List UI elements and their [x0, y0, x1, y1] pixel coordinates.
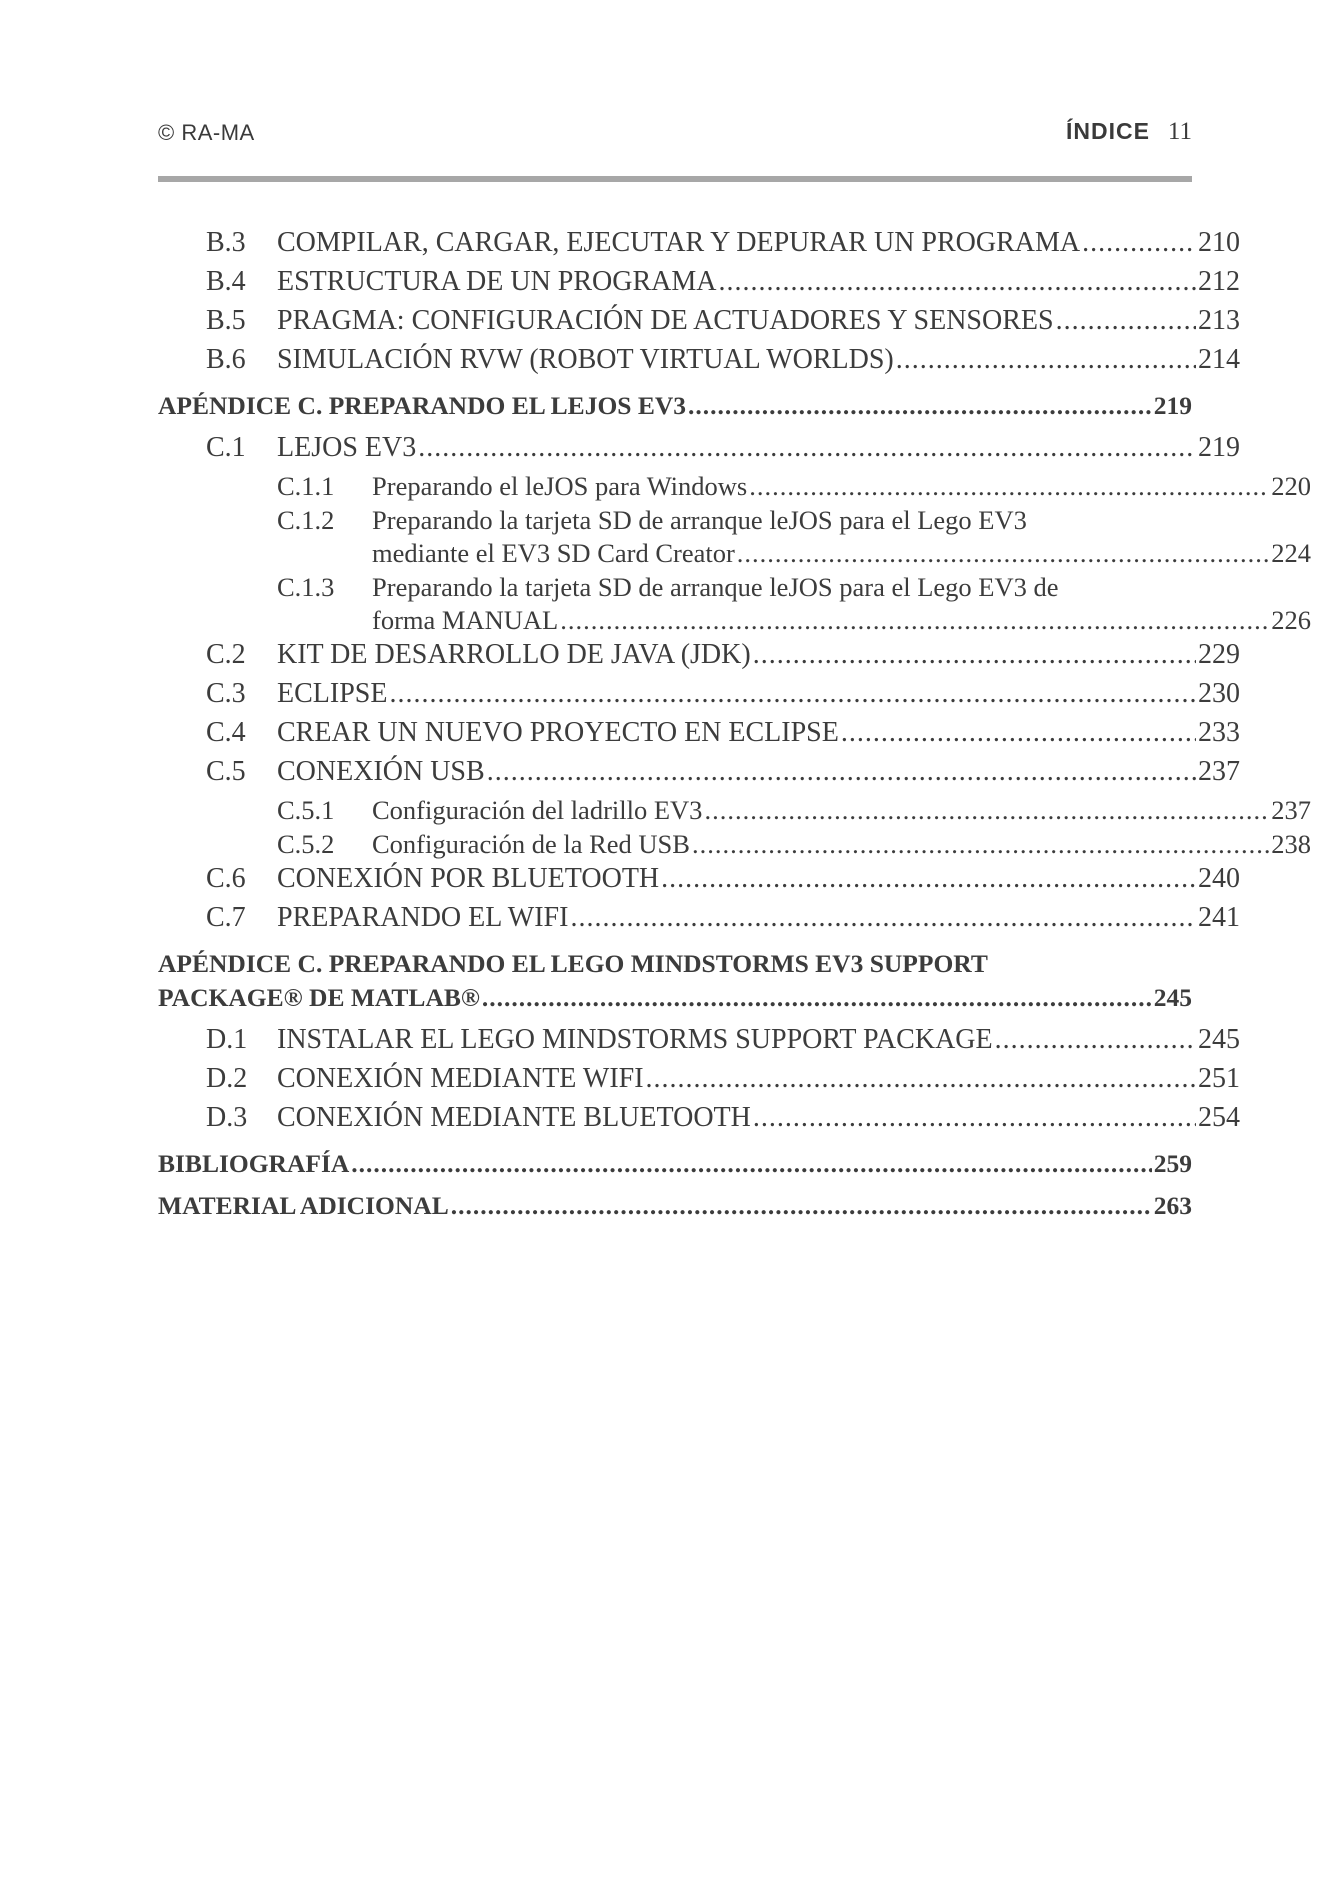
toc-entry-title-continued: mediante el EV3 SD Card Creator	[372, 538, 735, 568]
toc-chapter-entry[interactable]	[158, 947, 1192, 1015]
toc-entry-title: COMPILAR, CARGAR, EJECUTAR Y DEPURAR UN PROGRAMA	[277, 227, 1081, 258]
toc-entry-number: C.4	[206, 717, 246, 748]
toc-entry-title: KIT DE DESARROLLO DE JAVA (JDK)	[277, 639, 751, 670]
toc-page-number: 212	[1198, 266, 1240, 297]
toc-entry-number: B.3	[206, 227, 246, 258]
toc-entry-number: D.2	[206, 1063, 248, 1094]
toc-entry-number: C.1	[206, 432, 246, 463]
toc-section-entry[interactable]	[158, 901, 1240, 935]
header-right	[1066, 118, 1192, 146]
toc-entry-title: BIBLIOGRAFÍA	[158, 1149, 350, 1178]
toc-entry-title: CONEXIÓN MEDIANTE WIFI	[277, 1063, 644, 1094]
toc-entry-number: C.3	[206, 678, 246, 709]
toc-entry-title: Configuración de la Red USB	[372, 829, 690, 859]
toc-entry-title-continued: PACKAGE® DE MATLAB®	[158, 983, 480, 1012]
toc-subsection-entry[interactable]	[158, 571, 1311, 637]
toc-page-number: 224	[1271, 538, 1311, 568]
toc-entry-title: CONEXIÓN MEDIANTE BLUETOOTH	[277, 1102, 751, 1133]
dot-leader	[487, 755, 1196, 789]
toc-entry-number: C.5.1	[277, 795, 335, 825]
toc-section-entry[interactable]	[158, 677, 1240, 711]
toc-page-number: 233	[1198, 717, 1240, 748]
dot-leader	[661, 862, 1196, 896]
toc-page-number: 254	[1198, 1102, 1240, 1133]
toc-chapter-entry[interactable]	[158, 1147, 1192, 1181]
toc-section-entry[interactable]	[158, 638, 1240, 672]
toc-entry-title: APÉNDICE C. PREPARANDO EL LEJOS EV3	[158, 391, 687, 420]
toc-page-number: 226	[1271, 605, 1311, 635]
toc-section-entry[interactable]	[158, 265, 1240, 299]
toc-entry-title: PRAGMA: CONFIGURACIÓN DE ACTUADORES Y SENSORES	[277, 305, 1054, 336]
dot-leader	[646, 1062, 1196, 1096]
toc-section-entry[interactable]	[158, 1062, 1240, 1096]
running-header	[158, 112, 1192, 152]
dot-leader	[896, 343, 1196, 377]
toc-section-entry[interactable]	[158, 716, 1240, 750]
publisher-mark: © RA-MA	[158, 120, 255, 145]
toc-subsection-entry[interactable]	[158, 470, 1311, 503]
toc-section-entry[interactable]	[158, 304, 1240, 338]
toc-entry-number: C.7	[206, 902, 246, 933]
toc-entry-title: Preparando la tarjeta SD de arranque leJOS para el Lego EV3	[372, 505, 1027, 535]
toc-section-entry[interactable]	[158, 226, 1240, 260]
toc-entry-number: C.5	[206, 756, 246, 787]
toc-entry-title: Preparando el leJOS para Windows	[372, 471, 748, 501]
toc-entry-number: D.3	[206, 1102, 248, 1133]
toc-entry-title: MATERIAL ADICIONAL	[158, 1191, 449, 1220]
toc-entry-title: CONEXIÓN USB	[277, 756, 485, 787]
toc-entry-number: C.6	[206, 863, 246, 894]
dot-leader	[841, 716, 1196, 750]
dot-leader	[688, 389, 1152, 423]
toc-page-number: 245	[1153, 983, 1192, 1012]
toc-entry-number: C.1.1	[277, 471, 335, 501]
toc-entry-number: D.1	[206, 1024, 248, 1055]
toc-entry-title: Configuración del ladrillo EV3	[372, 795, 703, 825]
toc-page-number: 214	[1198, 344, 1240, 375]
toc-entry-title: SIMULACIÓN RVW (ROBOT VIRTUAL WORLDS)	[277, 344, 894, 375]
dot-leader	[753, 1101, 1196, 1135]
toc-page-number: 259	[1153, 1149, 1192, 1178]
toc-page-number: 240	[1198, 863, 1240, 894]
toc-section-entry[interactable]	[158, 1101, 1240, 1135]
toc-page-number: 220	[1271, 471, 1311, 501]
toc-subsection-entry[interactable]	[158, 828, 1311, 861]
toc-entry-title: PREPARANDO EL WIFI	[277, 902, 569, 933]
toc-page-number: 230	[1198, 678, 1240, 709]
toc-entry-title: APÉNDICE C. PREPARANDO EL LEGO MINDSTORMS EV3 SUPPORT	[158, 949, 988, 978]
toc-entry-title: LEJOS EV3	[277, 432, 417, 463]
dot-leader	[719, 265, 1197, 299]
toc-page-number: 219	[1153, 391, 1192, 420]
toc-page-number: 219	[1198, 432, 1240, 463]
toc-entry-number: C.5.2	[277, 829, 335, 859]
toc-section-entry[interactable]	[158, 343, 1240, 377]
toc-entry-number: B.4	[206, 266, 246, 297]
toc-section-entry[interactable]	[158, 1023, 1240, 1057]
dot-leader	[451, 1189, 1152, 1223]
toc-entry-title: ESTRUCTURA DE UN PROGRAMA	[277, 266, 717, 297]
toc-page-number: 251	[1198, 1063, 1240, 1094]
toc-page-number: 245	[1198, 1024, 1240, 1055]
toc-chapter-entry[interactable]	[158, 389, 1192, 423]
dot-leader	[482, 981, 1152, 1015]
toc-entry-title: CREAR UN NUEVO PROYECTO EN ECLIPSE	[277, 717, 839, 748]
toc-subsection-entry[interactable]	[158, 504, 1311, 570]
toc-section-entry[interactable]	[158, 431, 1240, 465]
toc-page-number: 241	[1198, 902, 1240, 933]
toc-entry-title: INSTALAR EL LEGO MINDSTORMS SUPPORT PACKAGE	[277, 1024, 993, 1055]
toc-entry-number: C.1.2	[277, 505, 335, 535]
toc-entry-number: C.2	[206, 639, 246, 670]
toc-page-number: 210	[1198, 227, 1240, 258]
toc-entry-title-continued: forma MANUAL	[372, 605, 559, 635]
dot-leader	[704, 794, 1269, 827]
toc-entry-title: ECLIPSE	[277, 678, 388, 709]
toc-page-number: 263	[1153, 1191, 1192, 1220]
dot-leader	[737, 537, 1269, 570]
toc-section-entry[interactable]	[158, 755, 1240, 789]
toc-entry-title: CONEXIÓN POR BLUETOOTH	[277, 863, 660, 894]
dot-leader	[351, 1147, 1151, 1181]
toc-page-number: 238	[1271, 829, 1311, 859]
section-title: ÍNDICE	[1065, 118, 1150, 144]
toc-entry-title: Preparando la tarjeta SD de arranque leJOS para el Lego EV3 de	[372, 572, 1059, 602]
toc-entry-number: B.6	[206, 344, 246, 375]
toc-page-number: 237	[1198, 756, 1240, 787]
toc-page-number: 237	[1271, 795, 1311, 825]
dot-leader	[389, 677, 1196, 711]
header-rule	[158, 176, 1192, 182]
dot-leader	[749, 470, 1269, 503]
dot-leader	[560, 604, 1269, 637]
page-number: 11	[1167, 118, 1192, 145]
toc-entry-number: C.1.3	[277, 572, 335, 602]
dot-leader	[418, 431, 1196, 465]
dot-leader	[570, 901, 1196, 935]
dot-leader	[692, 828, 1269, 861]
toc-subsection-entry[interactable]	[158, 794, 1311, 827]
dot-leader	[1082, 226, 1196, 260]
table-of-contents	[158, 226, 1311, 1231]
dot-leader	[753, 638, 1196, 672]
toc-entry-number: B.5	[206, 305, 246, 336]
toc-page-number: 229	[1198, 639, 1240, 670]
dot-leader	[995, 1023, 1196, 1057]
toc-section-entry[interactable]	[158, 862, 1240, 896]
toc-page-number: 213	[1198, 305, 1240, 336]
dot-leader	[1056, 304, 1196, 338]
toc-chapter-entry[interactable]	[158, 1189, 1192, 1223]
